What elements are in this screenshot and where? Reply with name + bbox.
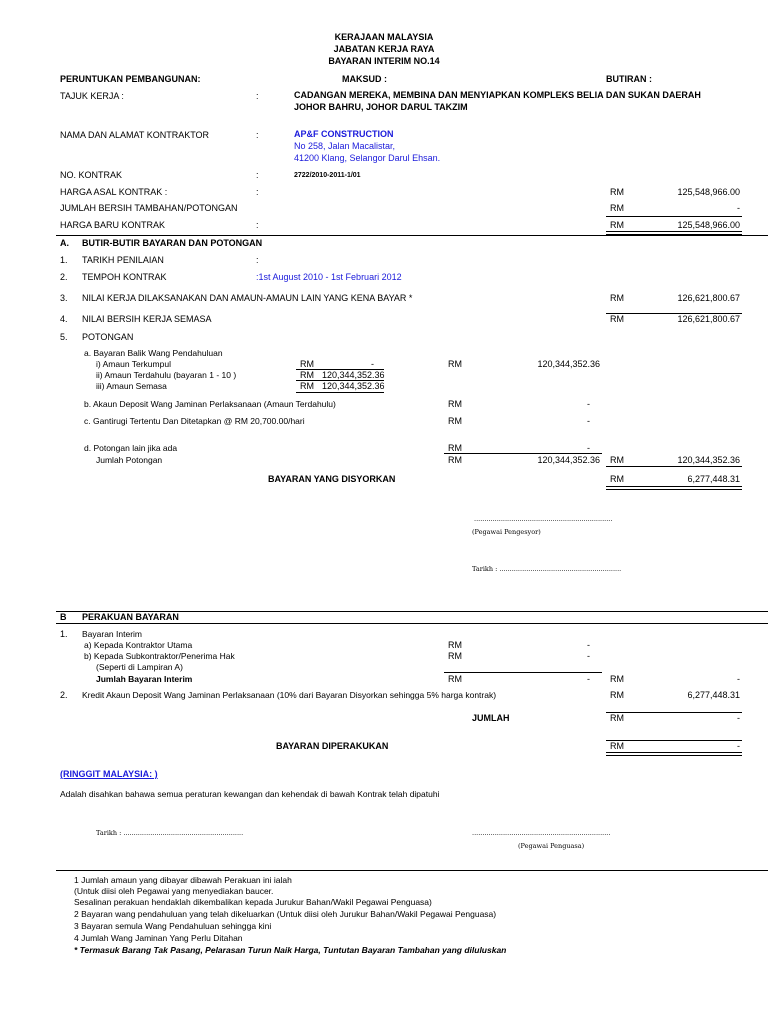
pengesyor-tarikh: Tarikh : ........................................................... (472, 565, 622, 573)
harga-asal-colon: : (256, 187, 259, 197)
potongan-a-ii: ii) Amaun Terdahulu (bayaran 1 - 10 ) (96, 370, 237, 380)
no-kontrak-colon: : (256, 170, 259, 180)
a1-no: 1. (60, 255, 68, 265)
potongan-a-iii: iii) Amaun Semasa (96, 381, 167, 391)
b1-rule (444, 672, 602, 673)
harga-baru-rm: RM (610, 220, 624, 230)
section-b-title: PERAKUAN BAYARAN (82, 612, 179, 622)
b2-rm: RM (610, 690, 624, 700)
jumlah-label: JUMLAH (472, 713, 510, 723)
b2-no: 2. (60, 690, 68, 700)
potongan-a-iii-rule (296, 392, 384, 393)
jumlah-bersih-label: JUMLAH BERSIH TAMBAHAN/POTONGAN (60, 203, 238, 213)
a4-no: 4. (60, 314, 68, 324)
harga-asal-label: HARGA ASAL KONTRAK : (60, 187, 168, 197)
a3-amount: 126,621,800.67 (677, 293, 740, 303)
b1a-rm: RM (448, 640, 462, 650)
potongan-d-value: - (587, 443, 590, 453)
kontraktor-address-1: No 258, Jalan Macalistar, (294, 141, 396, 151)
potongan-a-i-rm: RM (300, 359, 314, 369)
harga-asal-value: 125,548,966.00 (677, 187, 740, 197)
butiran-label: BUTIRAN : (606, 74, 652, 84)
jumlah-potongan-rule (606, 466, 742, 467)
penguasa-tarikh: Tarikh : .......................................................... (96, 829, 244, 837)
peruntukan-label: PERUNTUKAN PEMBANGUNAN: (60, 74, 201, 84)
tajuk-label: TAJUK KERJA : (60, 91, 124, 101)
bayaran-disyorkan-double-rule (606, 486, 742, 490)
section-a-letter: A. (60, 238, 69, 248)
potongan-b-value: - (587, 399, 590, 409)
potongan-a-ii-value: 120,344,352.36 (322, 370, 385, 380)
bayaran-diperakukan-rm: RM (610, 741, 624, 751)
no-kontrak-label: NO. KONTRAK (60, 170, 123, 180)
tajuk-value-1: CADANGAN MEREKA, MEMBINA DAN MENYIAPKAN KOMPLEKS BELIA DAN SUKAN DAERAH (294, 90, 701, 100)
potongan-a-iii-rm: RM (300, 381, 314, 391)
section-a-title: BUTIR-BUTIR BAYARAN DAN POTONGAN (82, 238, 263, 248)
footnote-asterisk: * Termasuk Barang Tak Pasang, Pelarasan Turun Naik Harga, Tuntutan Bayaran Tambahan yang diluluskan (74, 945, 507, 955)
pengesyor-signature-line: ................................................................... (474, 515, 613, 523)
harga-asal-rm: RM (610, 187, 624, 197)
b1-no: 1. (60, 629, 68, 639)
potongan-d-rm: RM (448, 443, 462, 453)
diperakukan-double-rule (606, 752, 742, 756)
a1-colon: : (256, 255, 259, 265)
potongan-b: b. Akaun Deposit Wang Jaminan Perlaksanaan (Amaun Terdahulu) (84, 399, 336, 409)
bayaran-diperakukan-label: BAYARAN DIPERAKUKAN (276, 741, 389, 751)
a4-label: NILAI BERSIH KERJA SEMASA (82, 314, 212, 324)
tajuk-colon: : (256, 91, 259, 101)
harga-baru-label: HARGA BARU KONTRAK (60, 220, 166, 230)
a3-rm: RM (610, 293, 624, 303)
a4-amount: 126,621,800.67 (677, 314, 740, 324)
penguasa-role: (Pegawai Penguasa) (518, 842, 585, 850)
jumlah-value: - (737, 713, 740, 723)
b1a-value: - (587, 640, 590, 650)
a5-label: POTONGAN (82, 332, 134, 342)
b1-label: Bayaran Interim (82, 629, 142, 639)
potongan-a-i-value: - (371, 359, 374, 369)
jumlah-rule-top (606, 712, 742, 713)
kontraktor-address-2: 41200 Klang, Selangor Darul Ehsan. (294, 153, 441, 163)
kontraktor-label: NAMA DAN ALAMAT KONTRAKTOR (60, 130, 210, 140)
a3-no: 3. (60, 293, 68, 303)
b2-value: 6,277,448.31 (687, 690, 740, 700)
b1-total-value: - (587, 674, 590, 684)
header-line-1: KERAJAAN MALAYSIA (334, 32, 434, 42)
a2-label: TEMPOH KONTRAK (82, 272, 167, 282)
penguasa-signature-line: ................................................................... (472, 829, 611, 837)
bayaran-disyorkan-value: 6,277,448.31 (687, 474, 740, 484)
bayaran-disyorkan-rm: RM (610, 474, 624, 484)
b1-total-rm-right: RM (610, 674, 624, 684)
b1b-note: (Seperti di Lampiran A) (96, 662, 183, 672)
jumlah-potongan-label: Jumlah Potongan (96, 455, 163, 465)
footnote-2: 2 Bayaran wang pendahuluan yang telah dikeluarkan (Untuk diisi oleh Jurukur Bahan/Wakil Pegawai Penguasa) (74, 909, 497, 919)
potongan-a-title: a. Bayaran Balik Wang Pendahuluan (84, 348, 223, 358)
diperakukan-rule-top (606, 740, 742, 741)
jumlah-potongan-value-right: 120,344,352.36 (677, 455, 740, 465)
a3-label: NILAI KERJA DILAKSANAKAN DAN AMAUN-AMAUN LAIN YANG KENA BAYAR * (82, 293, 413, 303)
maksud-label: MAKSUD : (342, 74, 387, 84)
jumlah-bersih-rm: RM (610, 203, 624, 213)
footnote-4: 4 Jumlah Wang Jaminan Yang Perlu Ditahan (74, 933, 243, 943)
ringgit-malaysia: (RINGGIT MALAYSIA: ) (60, 769, 158, 779)
section-b-title-rule (56, 623, 768, 624)
disahkan-statement: Adalah disahkan bahawa semua peraturan kewangan dan kehendak di bawah Kontrak telah dipatuhi (60, 789, 440, 799)
potongan-b-rm: RM (448, 399, 462, 409)
jumlah-bersih-value: - (737, 203, 740, 213)
footnote-1b: (Untuk diisi oleh Pegawai yang menyediakan baucer. (74, 886, 274, 896)
a2-value: :1st August 2010 - 1st Februari 2012 (256, 272, 402, 282)
footnote-1: 1 Jumlah amaun yang dibayar dibawah Perakuan ini ialah (74, 875, 292, 885)
b1-total-rm: RM (448, 674, 462, 684)
potongan-a-ii-rm: RM (300, 370, 314, 380)
a5-no: 5. (60, 332, 68, 342)
section-a-rule (56, 235, 768, 236)
b1b-rm: RM (448, 651, 462, 661)
potongan-a-total: 120,344,352.36 (537, 359, 600, 369)
pengesyor-role: (Pegawai Pengesyor) (472, 528, 541, 536)
jumlah-potongan-value: 120,344,352.36 (537, 455, 600, 465)
jumlah-rm: RM (610, 713, 624, 723)
harga-baru-colon: : (256, 220, 259, 230)
section-b-letter: B (60, 612, 67, 622)
subtotal-rule (606, 216, 742, 217)
potongan-c-value: - (587, 416, 590, 426)
no-kontrak-value: 2722/2010-2011-1/01 (294, 172, 361, 179)
jumlah-potongan-rm-right: RM (610, 455, 624, 465)
harga-baru-value: 125,548,966.00 (677, 220, 740, 230)
potongan-d: d. Potongan lain jika ada (84, 443, 178, 453)
potongan-c: c. Gantirugi Tertentu Dan Ditetapkan @ RM 20,700.00/hari (84, 416, 305, 426)
b1-total-label: Jumlah Bayaran Interim (96, 674, 193, 684)
footnote-3: 3 Bayaran semula Wang Pendahuluan sehingga kini (74, 921, 272, 931)
potongan-a-rm: RM (448, 359, 462, 369)
footnote-1c: Sesalinan perakuan hendaklah dikembalikan kepada Jurukur Bahan/Wakil Pegawai Penguasa) (74, 897, 432, 907)
bayaran-diperakukan-value: - (737, 741, 740, 751)
b2-label: Kredit Akaun Deposit Wang Jaminan Perlaksanaan (10% dari Bayaran Disyorkan sehingga 5% harga kontrak) (82, 690, 497, 700)
kontraktor-name: AP&F CONSTRUCTION (294, 129, 394, 139)
potongan-c-rm: RM (448, 416, 462, 426)
bayaran-disyorkan-label: BAYARAN YANG DISYORKAN (268, 474, 396, 484)
header-line-3: BAYARAN INTERIM NO.14 (328, 56, 440, 66)
potongan-a-iii-value: 120,344,352.36 (322, 381, 385, 391)
a2-no: 2. (60, 272, 68, 282)
b1a-label: a) Kepada Kontraktor Utama (84, 640, 193, 650)
a4-rm: RM (610, 314, 624, 324)
b1-total-value-right: - (737, 674, 740, 684)
potongan-d-rule (444, 453, 602, 454)
tajuk-value-2: JOHOR BAHRU, JOHOR DARUL TAKZIM (294, 102, 468, 112)
potongan-a-i: i) Amaun Terkumpul (96, 359, 171, 369)
header-line-2: JABATAN KERJA RAYA (333, 44, 435, 54)
b1b-value: - (587, 651, 590, 661)
a1-label: TARIKH PENILAIAN (82, 255, 164, 265)
b1b-label: b) Kepada Subkontraktor/Penerima Hak (84, 651, 235, 661)
jumlah-potongan-rm: RM (448, 455, 462, 465)
kontraktor-colon: : (256, 130, 259, 140)
footnote-rule (56, 870, 768, 871)
